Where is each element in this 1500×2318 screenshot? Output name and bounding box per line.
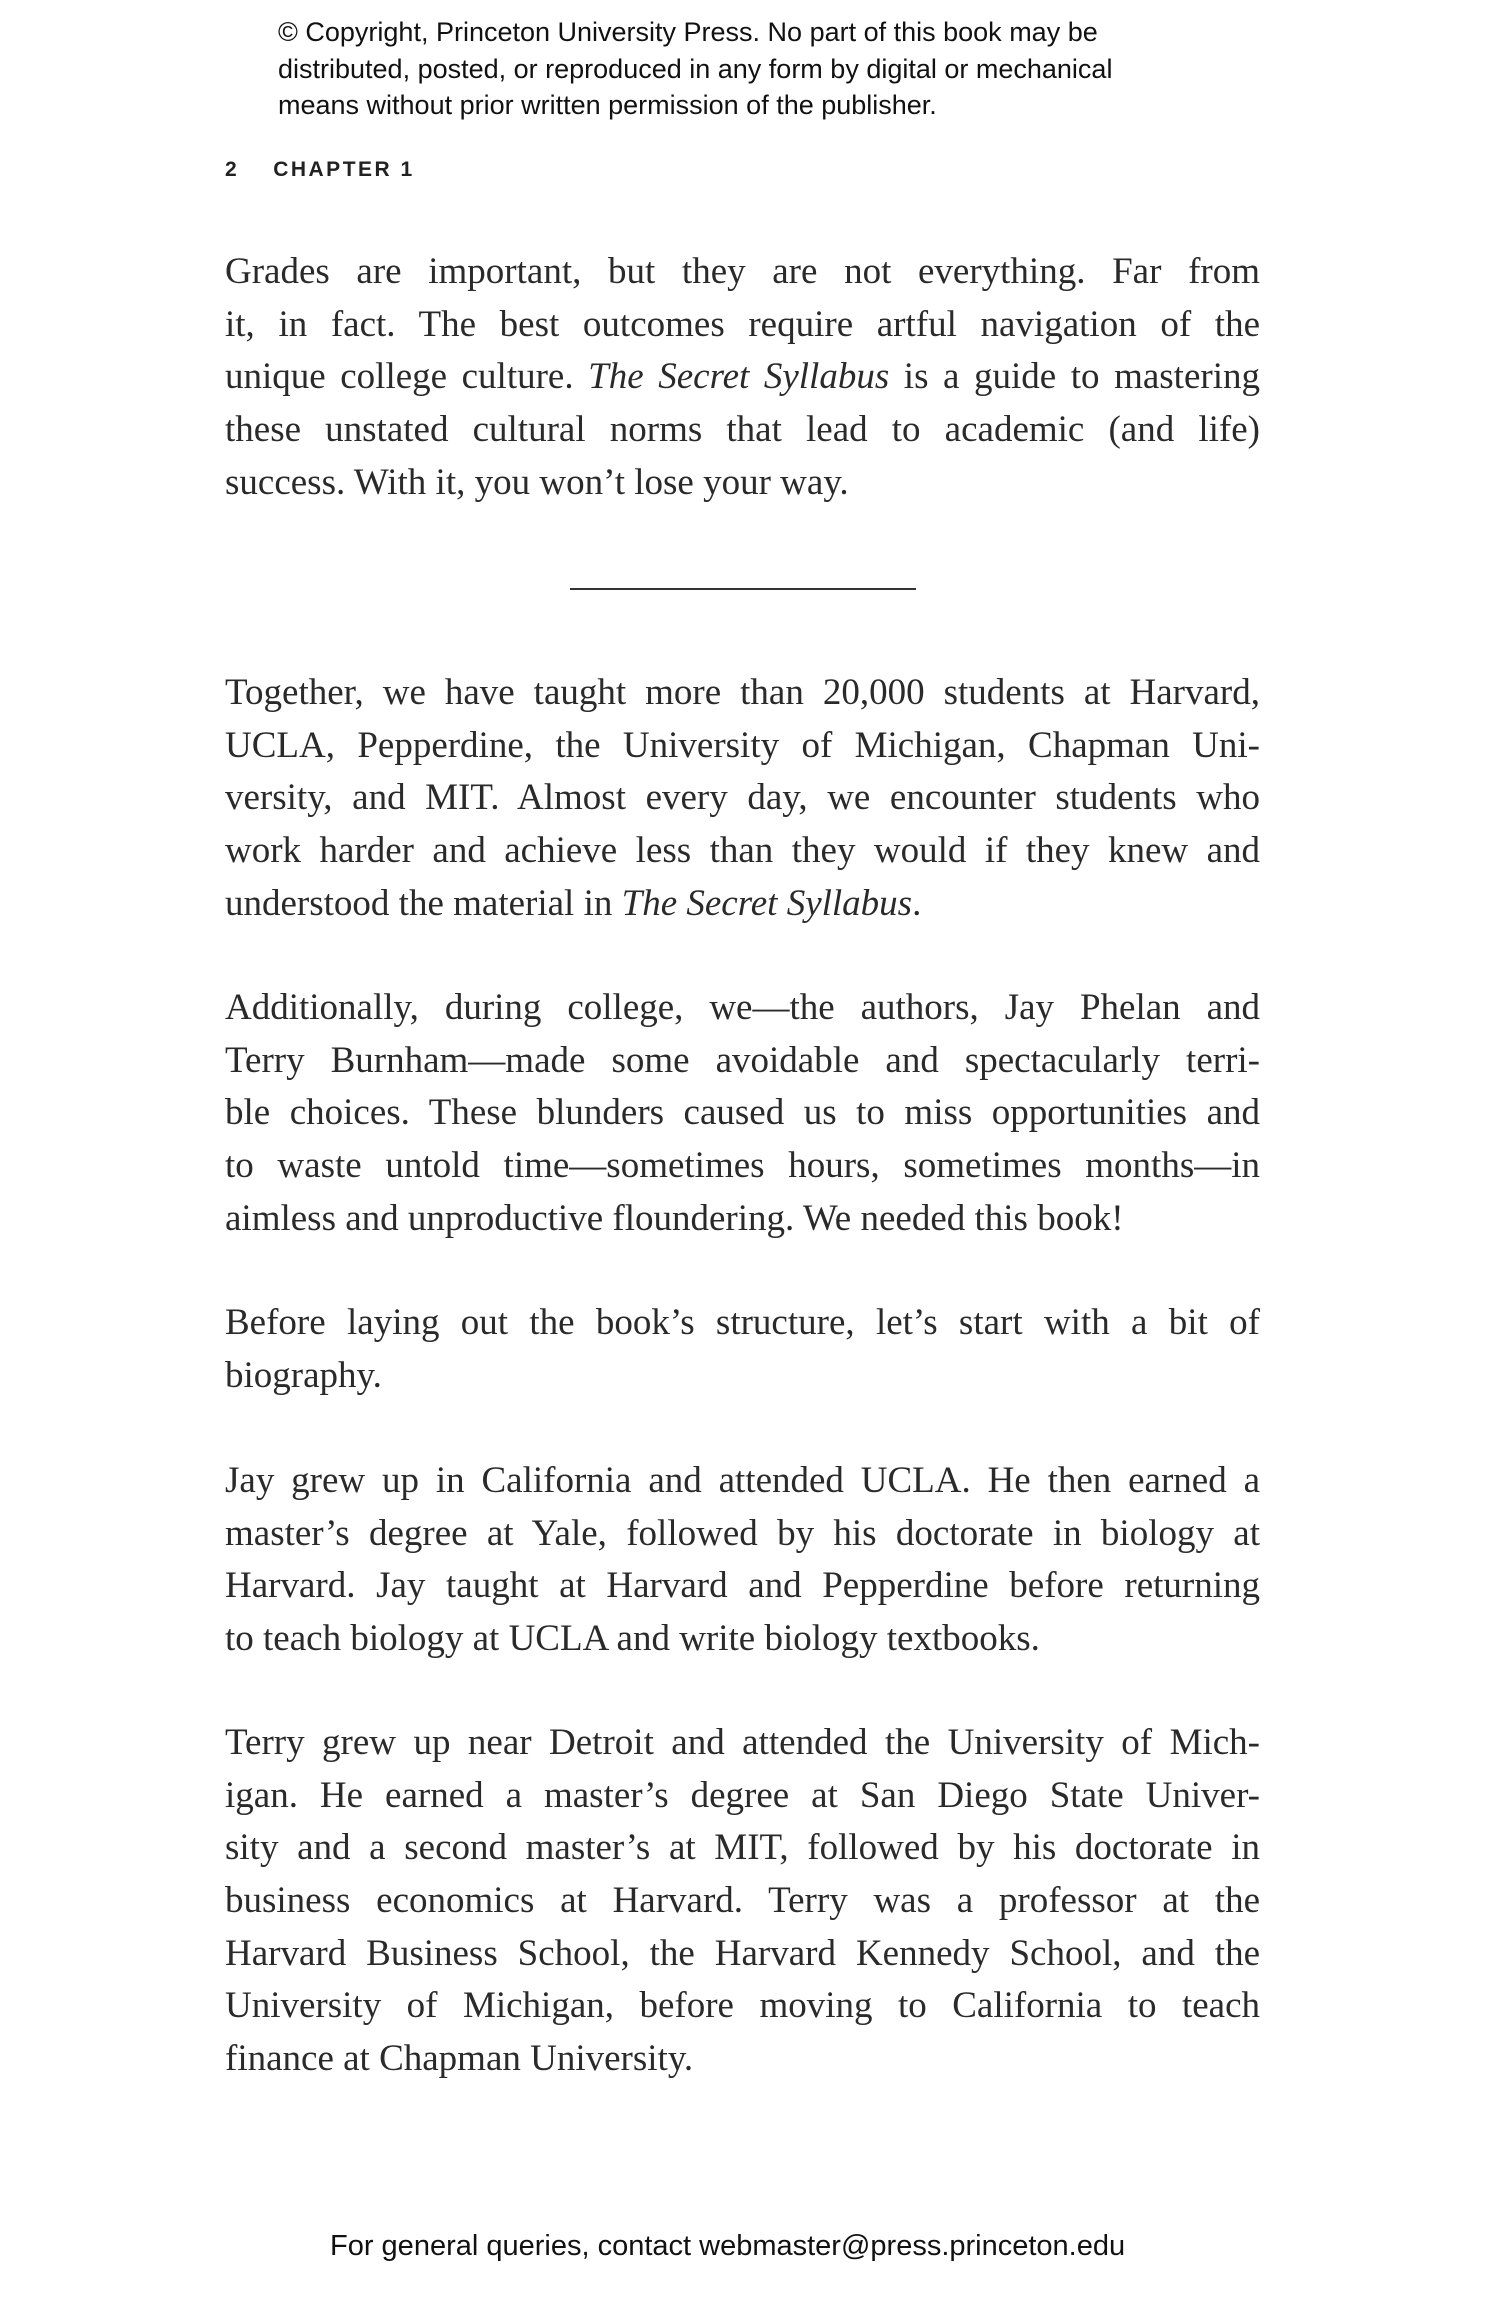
text-segment: Together, we have taught more than 20,000 students at Harvard,	[225, 672, 1260, 713]
copyright-line: © Copyright, Princeton University Press. No part of this book may be	[278, 17, 1098, 47]
text-line	[225, 878, 1260, 931]
paragraph	[225, 1297, 1260, 1402]
text-segment: ble choices. These blunders caused us to miss opportunities and	[225, 1092, 1260, 1134]
text-segment: Before laying out the book’s structure, let’s start with a bit of	[225, 1302, 1260, 1343]
text-line	[225, 1087, 1260, 1140]
text-line	[225, 1508, 1260, 1561]
chapter-label: CHAPTER 1	[273, 158, 415, 181]
text-segment: Grades are important, but they are not everything. Far from	[225, 251, 1260, 292]
footer-contact: For general queries, contact webmaster@press.princeton.edu	[330, 2230, 1126, 2262]
page-number: 2	[225, 158, 240, 181]
text-segment: these unstated cultural norms that lead to academic (and life)	[225, 409, 1260, 451]
text-line	[225, 1770, 1260, 1823]
text-line	[225, 825, 1260, 878]
text-segment: to waste untold time—sometimes hours, sometimes months—in	[225, 1145, 1260, 1187]
paragraph	[225, 1455, 1260, 1666]
copyright-notice	[278, 14, 1258, 124]
text-line	[225, 982, 1260, 1035]
text-segment: understood the material in	[225, 882, 622, 924]
text-line	[225, 351, 1260, 404]
text-segment: igan. He earned a master’s degree at San Diego State Univer-	[225, 1774, 1260, 1816]
text-segment: finance at Chapman University.	[225, 2038, 694, 2080]
text-segment: it, in fact. The best outcomes require artful navigation of the	[225, 303, 1260, 345]
paragraph	[225, 667, 1260, 930]
text-line	[225, 1193, 1260, 1246]
paragraph	[225, 1717, 1260, 2086]
text-segment: is a guide to mastering	[889, 356, 1260, 398]
text-line	[225, 299, 1260, 352]
text-line	[225, 2033, 1260, 2086]
section-divider	[570, 588, 916, 590]
text-segment: business economics at Harvard. Terry was a professor at the	[225, 1880, 1260, 1922]
text-line	[225, 667, 1260, 720]
text-line	[225, 246, 1260, 299]
text-segment: to teach biology at UCLA and write biology textbooks.	[225, 1618, 1040, 1660]
copyright-line: distributed, posted, or reproduced in any form by digital or mechanical	[278, 53, 1113, 84]
text-line	[225, 1928, 1260, 1981]
text-segment: biography.	[225, 1354, 382, 1396]
text-line	[225, 1822, 1260, 1875]
text-line	[225, 772, 1260, 825]
text-segment: Additionally, during college, we—the authors, Jay Phelan and	[225, 987, 1260, 1028]
text-line	[225, 1297, 1260, 1350]
text-segment: success. With it, you won’t lose your way.	[225, 461, 849, 503]
text-line	[225, 1613, 1260, 1666]
text-line	[225, 404, 1260, 457]
text-line	[225, 1717, 1260, 1770]
text-segment: sity and a second master’s at MIT, followed by his doctorate in	[225, 1827, 1260, 1869]
text-line	[225, 1455, 1260, 1508]
text-line	[225, 1140, 1260, 1193]
running-head	[225, 158, 415, 182]
book-title-italic: The Secret Syllabus	[621, 882, 913, 924]
text-line	[225, 1350, 1260, 1403]
text-segment: Terry Burnham—made some avoidable and spectacularly terri-	[225, 1039, 1260, 1081]
text-line	[225, 1560, 1260, 1613]
text-line	[225, 457, 1260, 510]
text-line	[225, 1035, 1260, 1088]
text-segment: University of Michigan, before moving to California to teach	[225, 1985, 1260, 2027]
text-segment: Jay grew up in California and attended UCLA. He then earned a	[225, 1460, 1260, 1501]
text-segment: Harvard Business School, the Harvard Kennedy School, and the	[225, 1932, 1260, 1974]
text-segment: versity, and MIT. Almost every day, we encounter students who	[225, 777, 1260, 819]
text-segment: .	[912, 882, 922, 924]
text-segment: Terry grew up near Detroit and attended the University of Mich-	[225, 1722, 1260, 1763]
text-segment: work harder and achieve less than they would if they knew and	[225, 830, 1260, 872]
text-segment: unique college culture.	[225, 356, 589, 398]
text-line	[225, 1980, 1260, 2033]
text-segment: UCLA, Pepperdine, the University of Michigan, Chapman Uni-	[225, 724, 1260, 766]
paragraph	[225, 982, 1260, 1245]
text-line	[225, 1875, 1260, 1928]
copyright-line: means without prior written permission of the publisher.	[278, 90, 937, 120]
text-segment: master’s degree at Yale, followed by his doctorate in biology at	[225, 1512, 1260, 1554]
paragraph	[225, 246, 1260, 509]
text-segment: aimless and unproductive floundering. We needed this book!	[225, 1197, 1124, 1239]
book-title-italic: The Secret Syllabus	[588, 356, 890, 398]
text-line	[225, 720, 1260, 773]
text-segment: Harvard. Jay taught at Harvard and Pepperdine before returning	[225, 1565, 1260, 1607]
